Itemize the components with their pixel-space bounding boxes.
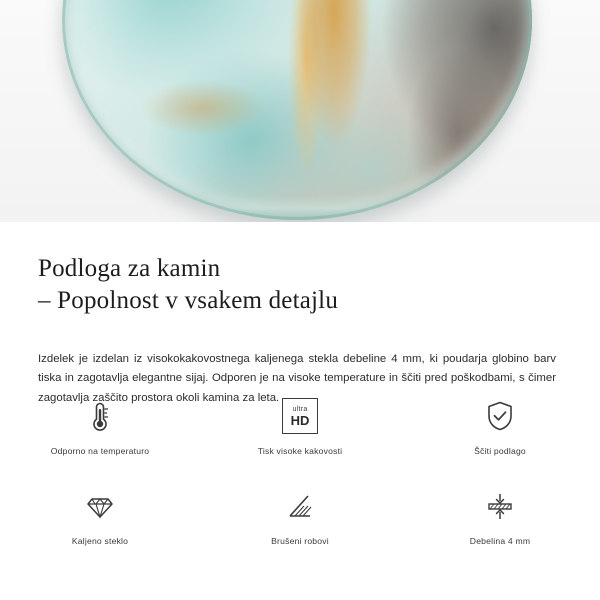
feature-temperature-resistant (0, 395, 200, 477)
ultra-hd-badge-top: ultra (292, 405, 308, 413)
feature-label: Odporno na temperaturo (50, 446, 150, 456)
feature-polished-edges (200, 485, 400, 567)
glass-plate (62, 0, 532, 220)
shield-check-icon (480, 395, 520, 437)
feature-tempered-glass (0, 485, 200, 567)
feature-thickness (400, 485, 600, 567)
headline-line-1: Podloga za kamin (38, 254, 221, 282)
thermometer-icon (80, 395, 120, 437)
product-description: Izdelek je izdelan iz visokokakovostnega kaljenega stekla debeline 4 mm, ki poudarja globino barv tiska in zagotavlja elegantne sijaj. Odporen je na visoke temperature in ščiti pred poškodbami, s čimer zagotavlja zaščito prostora okoli kamina za leta. (38, 352, 556, 404)
feature-label: Kaljeno steklo (71, 536, 129, 546)
ultra-hd-icon (282, 395, 318, 437)
feature-label: Tisk visoke kakovosti (257, 446, 343, 456)
polished-edges-icon (280, 485, 320, 527)
hero-image (0, 0, 600, 222)
ultra-hd-badge-bottom: HD (290, 412, 310, 428)
marble-art (62, 0, 532, 220)
feature-print-quality (200, 395, 400, 477)
thickness-arrows-icon (480, 485, 520, 527)
diamond-icon (80, 485, 120, 527)
feature-protects-surface (400, 395, 600, 477)
page-title (0, 239, 600, 317)
feature-label: Brušeni robovi (271, 536, 329, 546)
headline-line-2: – Popolnost v vsakem detajlu (38, 286, 339, 314)
feature-label: Ščiti podlago (474, 446, 526, 456)
feature-grid (0, 395, 600, 567)
feature-label: Debelina 4 mm (469, 536, 531, 546)
text-content (0, 222, 600, 419)
